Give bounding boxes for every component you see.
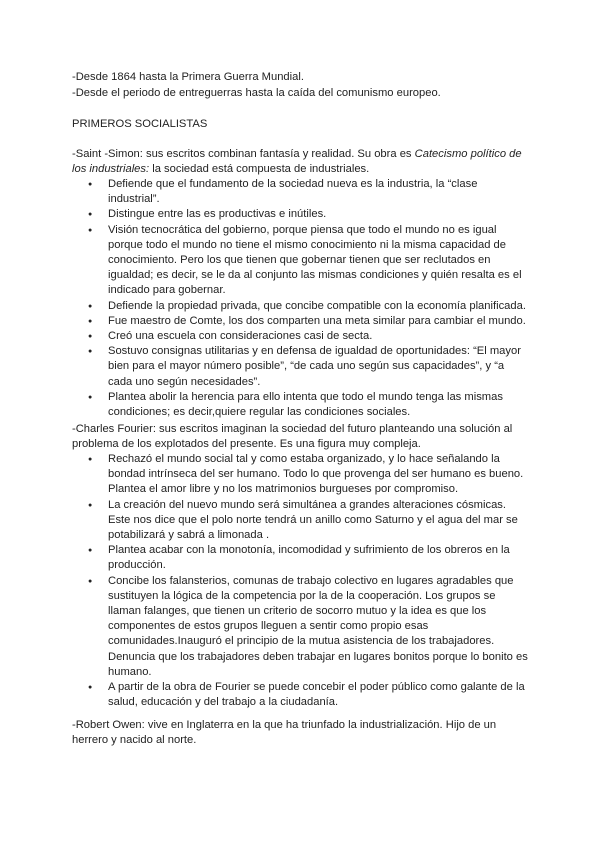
intro-line-1: -Desde 1864 hasta la Primera Guerra Mundial.	[72, 71, 304, 83]
list-item: ● Defiende la propiedad privada, que concibe compatible con la economía planificada.	[72, 299, 528, 314]
fourier-intro: -Charles Fourier: sus escritos imaginan la sociedad del futuro planteando una solución al problema de los explotados del presente. Es una figura muy compleja.	[72, 423, 513, 451]
section-title: PRIMEROS SOCIALISTAS	[72, 118, 208, 130]
list-item: ● Plantea abolir la herencia para ello intenta que todo el mundo tenga las mismas condiciones; es decir,quiere regular las condiciones sociales.	[72, 390, 528, 420]
intro-line-2: -Desde el periodo de entreguerras hasta la caída del comunismo europeo.	[72, 87, 441, 99]
saint-simon-bullet-list	[72, 177, 528, 420]
list-item: ● Defiende que el fundamento de la sociedad nueva es la industria, la “clase industrial”.	[72, 177, 528, 207]
list-item: ● Distingue entre las es productivas e inútiles.	[72, 207, 528, 222]
saint-simon-intro	[72, 147, 528, 177]
list-item: ● Visión tecnocrática del gobierno, porque piensa que todo el mundo no es igual porque todo el mundo no tiene el mismo conocimiento ni la misma capacidad de conocimiento. Pero los que tienen que gobernar tienen que ser reclutados en igualdad; es decir, se le da al conjunto las mismas condiciones y quién resalta es el indicado para gobernar.	[72, 223, 528, 299]
list-item: ● Concibe los falansterios, comunas de trabajo colectivo en lugares agradables que sustituyen la lógica de la competencia por la de la cooperación. Los grupos se llaman falanges, que tienen un criterio de socorro mutuo y la idea es que los componentes de estos grupos lleguen a sentir como propio esas comunidades.Inauguró el principio de la mutua asistencia de los trabajadores. Denuncia que los trabajadores deben trabajar en lugares bonitos porque lo bonito es humano.	[72, 574, 528, 680]
saint-simon-tail: la sociedad está compuesta de industriales.	[149, 163, 370, 176]
fourier-bullet-list	[72, 452, 528, 710]
list-item: ● Creó una escuela con consideraciones casi de secta.	[72, 329, 528, 344]
list-item: ● Sostuvo consignas utilitarias y en defensa de igualdad de oportunidades: “El mayor bien para el mayor número posible”, “de cada uno según sus capacidades”, y “a cada uno según necesidades”.	[72, 344, 528, 390]
saint-simon-work-title: Catecismo político de los industriales:	[72, 148, 522, 176]
list-item: ● A partir de la obra de Fourier se puede concebir el poder público como galante de la salud, educación y del trabajo a la ciudadanía.	[72, 680, 528, 710]
list-item: ● Rechazó el mundo social tal y como estaba organizado, y lo hace señalando la bondad intrínseca del ser humano. Todo lo que provenga del ser humano es bueno. Plantea el amor libre y no los matrimonios burgueses por compromiso.	[72, 452, 528, 498]
list-item: ● La creación del nuevo mundo será simultánea a grandes alteraciones cósmicas. Este nos dice que el polo norte tendrá un anillo como Saturno y el agua del mar se potabilizará y sabrá a limonada .	[72, 498, 528, 544]
saint-simon-lead: -Saint -Simon: sus escritos combinan fantasía y realidad. Su obra es	[72, 148, 415, 160]
list-item: ● Fue maestro de Comte, los dos comparten una meta similar para cambiar el mundo.	[72, 314, 528, 329]
owen-intro: -Robert Owen: vive en Inglaterra en la que ha triunfado la industrialización. Hijo de un herrero y nacido al norte.	[72, 719, 497, 747]
list-item: ● Plantea acabar con la monotonía, incomodidad y sufrimiento de los obreros en la producción.	[72, 543, 528, 573]
